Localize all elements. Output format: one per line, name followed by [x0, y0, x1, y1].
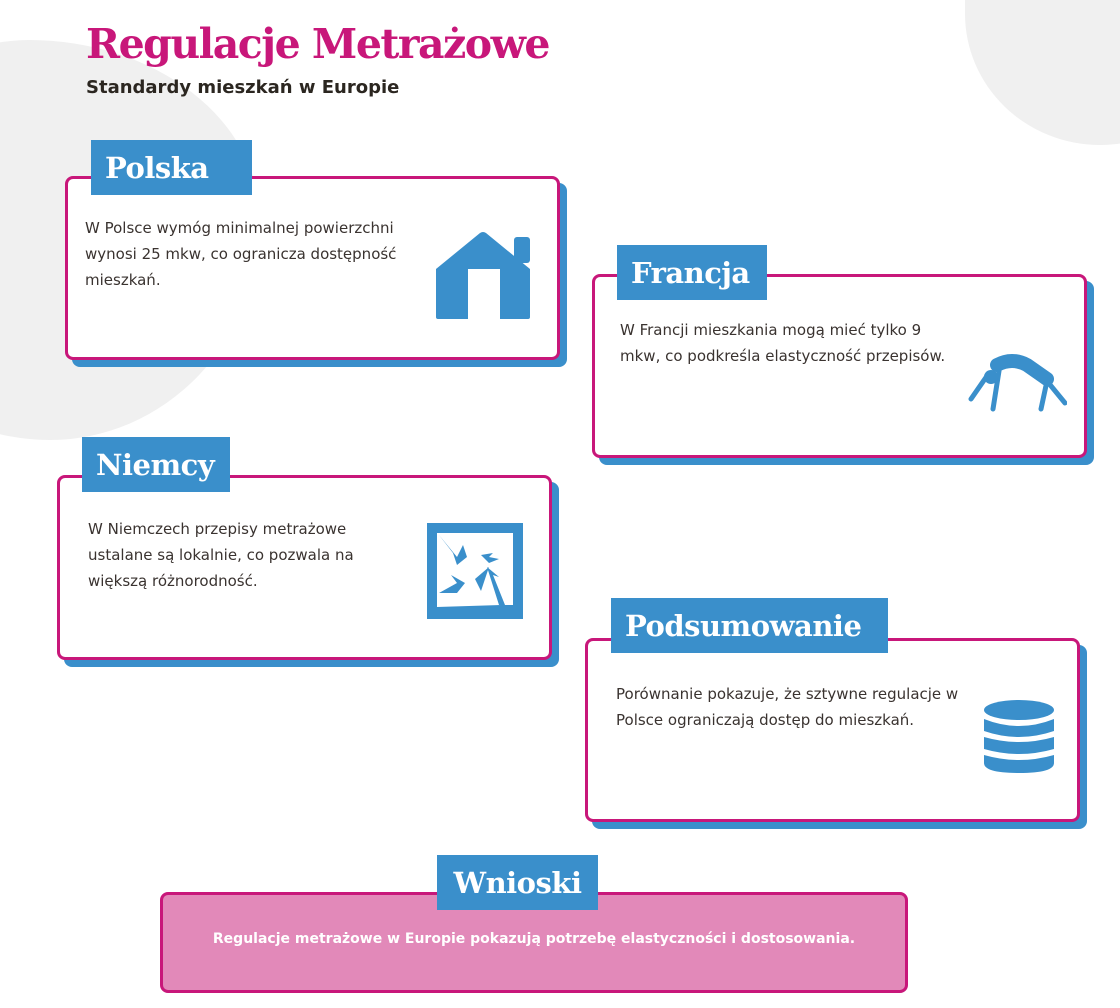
card-niemcy	[57, 475, 552, 660]
background-blob-right	[965, 0, 1120, 145]
database-icon	[982, 699, 1056, 775]
flexibility-pose-icon	[967, 353, 1067, 419]
conclusion-text: Regulacje metrażowe w Europie pokazują potrzebę elastyczności i dostosowania.	[212, 931, 856, 947]
card-text-niemcy: W Niemczech przepisy metrażowe ustalane są lokalnie, co pozwala na większą różnorodność.	[88, 520, 354, 590]
card-text-polska: W Polsce wymóg minimalnej powierzchni wynosi 25 mkw, co ogranicza dostępność mieszkań.	[85, 219, 397, 289]
card-label-polska: Polska	[91, 140, 252, 195]
house-icon	[432, 229, 534, 321]
card-text-francja: W Francji mieszkania mogą mieć tylko 9 mkw, co podkreśla elastyczność przepisów.	[620, 321, 946, 365]
card-francja	[592, 274, 1087, 458]
card-label-niemcy: Niemcy	[82, 437, 230, 492]
card-podsumowanie	[585, 638, 1080, 822]
card-label-francja: Francja	[617, 245, 767, 300]
page-subtitle: Standardy mieszkań w Europie	[86, 77, 400, 98]
card-polska	[65, 176, 560, 360]
compress-arrows-icon	[427, 523, 523, 619]
page-title: Regulacje Metrażowe	[86, 20, 550, 68]
conclusion-label: Wnioski	[437, 855, 598, 910]
card-label-podsumowanie: Podsumowanie	[611, 598, 888, 653]
card-text-podsumowanie: Porównanie pokazuje, że sztywne regulacje w Polsce ograniczają dostęp do mieszkań.	[616, 685, 959, 729]
